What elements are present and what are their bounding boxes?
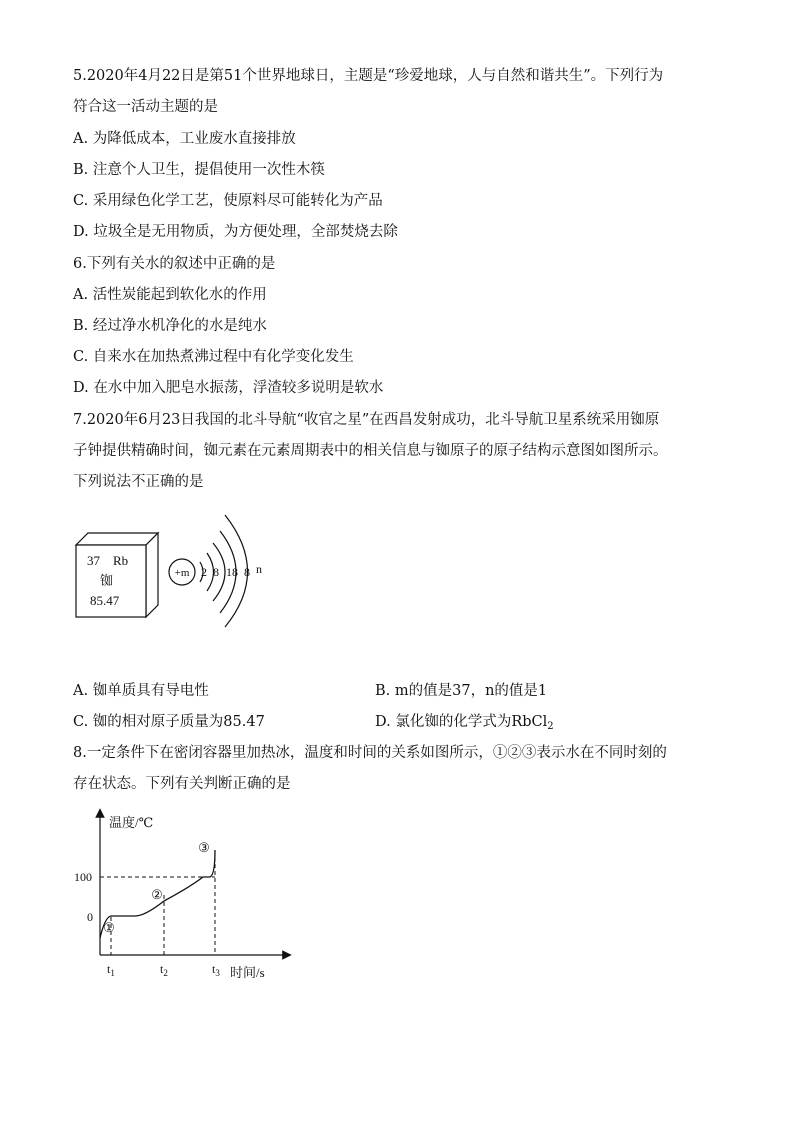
marker-2: ② [151,887,163,902]
atomic-mass: 85.47 [90,593,120,608]
q6-option-c: C. 自来水在加热煮沸过程中有化学变化发生 [73,349,354,365]
y-tick-0: 0 [87,910,93,924]
element-cube [76,533,158,617]
q5-stem-line2: 符合这一活动主题的是 [73,99,218,115]
q5-option-a: A. 为降低成本，工业废水直接排放 [73,131,296,147]
rubidium-diagram [70,505,280,635]
electrons-shell-3: 18 [226,565,238,579]
q7-option-d [375,712,554,737]
y-tick-100: 100 [74,870,92,884]
q6-option-d: D. 在水中加入肥皂水振荡，浮渣较多说明是软水 [73,380,384,396]
q7-option-c: C. 铷的相对原子质量为85.47 [73,714,265,730]
q5-option-b: B. 注意个人卫生，提倡使用一次性木筷 [73,162,325,178]
element-name: 铷 [100,573,114,588]
x-axis-label: 时间/s [230,965,265,980]
q5-stem-line1: 5.2020年4月22日是第51个世界地球日，主题是“珍爱地球，人与自然和谐共生”。下列行为 [73,68,664,84]
electrons-shell-5: n [256,562,262,576]
marker-1: ① [103,920,115,935]
q7-stem-line3: 下列说法不正确的是 [73,474,204,490]
q7-option-a: A. 铷单质具有导电性 [73,683,209,699]
q7-stem-line1: 7.2020年6月23日我国的北斗导航“收官之星”在西昌发射成功，北斗导航卫星系统采用铷原 [73,412,660,428]
atom-structure [169,515,262,627]
q6-option-b: B. 经过净水机净化的水是纯水 [73,318,267,334]
q8-stem-line2: 存在状态。下列有关判断正确的是 [73,776,291,792]
x-tick-t2: $t_2$ [160,962,168,978]
q8-stem-line1: 8.一定条件下在密闭容器里加热冰，温度和时间的关系如图所示，①②③表示水在不同时刻的 [73,745,667,761]
q6-option-a: A. 活性炭能起到软化水的作用 [73,287,267,303]
atomic-number: 37 [87,553,100,568]
q7-stem-line2: 子钟提供精确时间，铷元素在元素周期表中的相关信息与铷原子的原子结构示意图如图所示。 [73,443,668,459]
electrons-shell-1: 2 [201,565,207,579]
element-symbol: Rb [113,553,129,568]
nucleus-charge: +m [174,567,190,579]
temperature-time-graph [65,805,305,985]
marker-3: ③ [198,840,210,855]
electrons-shell-4: 8 [244,565,250,579]
q6-stem: 6.下列有关水的叙述中正确的是 [73,256,276,272]
electrons-shell-2: 8 [213,565,219,579]
q7-option-b: B. m的值是37，n的值是1 [375,683,548,699]
y-axis-label: 温度/℃ [109,815,154,830]
x-tick-t1: $t_1$ [107,962,115,978]
q5-option-c: C. 采用绿色化学工艺，使原料尽可能转化为产品 [73,193,383,209]
x-tick-t3: $t_3$ [212,962,220,978]
q7-option-d-subscript: 2 [547,721,554,732]
q7-option-d-text: D. 氯化铷的化学式为RbCl [375,714,548,730]
q5-option-d: D. 垃圾全是无用物质，为方便处理，全部焚烧去除 [73,224,398,240]
